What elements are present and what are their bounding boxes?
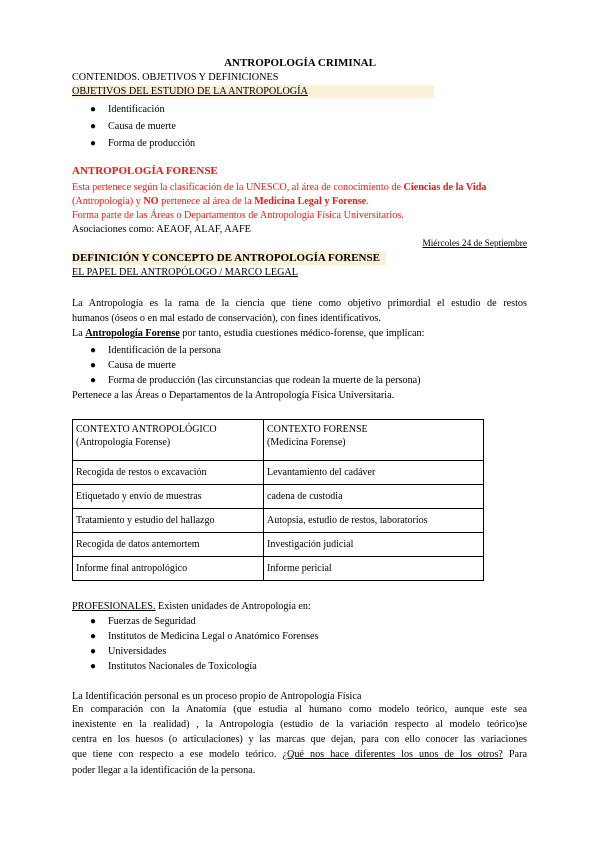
forense-text: . xyxy=(366,196,369,207)
paragraph-line: En comparación con la Anatomía (que estudia al humano como modelo teórico, aunque este sea xyxy=(72,704,527,715)
list-item: Identificación de la persona xyxy=(108,345,221,356)
table-cell: Informe final antropológico xyxy=(73,557,264,581)
list-item: Institutos de Medicina Legal o Anatómico Forenses xyxy=(108,631,319,642)
bullet-icon: ● xyxy=(90,616,97,627)
paragraph-line xyxy=(72,327,424,340)
list-item: Universidades xyxy=(108,646,167,657)
bullet-icon: ● xyxy=(90,345,97,356)
forense-emphasis: Medicina Legal y Forense xyxy=(254,196,367,207)
table-cell: Autopsia, estudio de restos, laboratorios xyxy=(264,509,484,533)
forense-text: pertenece al área de la xyxy=(158,196,255,207)
list-item: Causa de muerte xyxy=(108,121,176,132)
emphasis-term: Antropología Forense xyxy=(85,328,180,339)
forense-emphasis: Ciencias de la Vida xyxy=(403,182,487,193)
bullet-icon: ● xyxy=(90,375,97,386)
list-item: Causa de muerte xyxy=(108,360,176,371)
bullet-icon: ● xyxy=(90,661,97,672)
table-cell: Recogida de restos o excavación xyxy=(73,461,264,485)
table-cell: Recogida de datos antemortem xyxy=(73,533,264,557)
profesionales-text: Existen unidades de Antropología en: xyxy=(155,601,311,612)
forense-line-1 xyxy=(72,181,486,194)
table-row xyxy=(73,509,484,533)
table-header-row xyxy=(73,420,484,461)
table-cell: Informe pericial xyxy=(264,557,484,581)
table-cell: cadena de custodia xyxy=(264,485,484,509)
bullet-icon: ● xyxy=(90,631,97,642)
table-row xyxy=(73,461,484,485)
list-item: Institutos Nacionales de Toxicología xyxy=(108,661,257,672)
paragraph-line: humanos (óseos o en mal estado de conservación), con fines identificativos. xyxy=(72,313,381,324)
context-table xyxy=(72,419,484,581)
forense-line-2 xyxy=(72,195,369,208)
papel-heading: EL PAPEL DEL ANTROPÓLOGO / MARCO LEGAL xyxy=(72,267,299,278)
contenidos-heading: CONTENIDOS. OBJETIVOS Y DEFINICIONES xyxy=(72,72,279,83)
asociaciones-line: Asociaciones como: AEAOF, ALAF, AAFE xyxy=(72,224,251,235)
table-row xyxy=(73,485,484,509)
pertenece-line: Pertenece a las Áreas o Departamentos de la Antropología Física Universitaria. xyxy=(72,390,395,401)
table-cell: Investigación judicial xyxy=(264,533,484,557)
header-title: CONTEXTO ANTROPOLÓGICO xyxy=(76,424,217,435)
forense-emphasis: NO xyxy=(143,196,159,207)
paragraph-text: por tanto, estudia cuestiones médico-forense, que implican: xyxy=(179,328,425,339)
bullet-icon: ● xyxy=(90,360,97,371)
header-subtitle: (Medicina Forense) xyxy=(267,437,346,448)
paragraph-line: La Antropología es la rama de la ciencia que tiene como objetivo primordial el estudio de restos xyxy=(72,298,527,309)
bullet-icon: ● xyxy=(90,646,97,657)
definicion-heading: DEFINICIÓN Y CONCEPTO DE ANTROPOLOGÍA FORENSE xyxy=(72,251,386,265)
forense-line-3: Forma parte de las Áreas o Departamentos de Antropología Física Universitarios. xyxy=(72,210,404,221)
forense-text: (Antropología) y xyxy=(72,196,144,207)
forense-heading: ANTROPOLOGÍA FORENSE xyxy=(72,165,218,177)
paragraph-text: que tiene con respecto a ese modelo teórico. xyxy=(72,749,283,760)
header-subtitle: (Antropología Forense) xyxy=(76,437,171,448)
forense-text: Esta pertenece según la clasificación de la UNESCO, al área de conocimiento de xyxy=(72,182,404,193)
table-header-cell xyxy=(73,420,264,461)
list-item: Forma de producción (las circunstancias que rodean la muerte de la persona) xyxy=(108,375,421,386)
table-cell: Tratamiento y estudio del hallazgo xyxy=(73,509,264,533)
paragraph-text: Para xyxy=(502,749,527,760)
header-title: CONTEXTO FORENSE xyxy=(267,424,368,435)
bullet-icon: ● xyxy=(90,104,97,115)
list-item: Identificación xyxy=(108,104,165,115)
date-label: Miércoles 24 de Septiembre xyxy=(422,239,527,249)
paragraph-line: centra en los huesos (o articulaciones) y las marcas que dejan, para con ello conocer las variaciones xyxy=(72,734,527,745)
table-cell: Etiquetado y envío de muestras xyxy=(73,485,264,509)
profesionales-label: PROFESIONALES. xyxy=(72,601,156,612)
paragraph-line xyxy=(72,748,527,763)
profesionales-line xyxy=(72,600,311,613)
bullet-icon: ● xyxy=(90,121,97,132)
identificacion-line: La Identificación personal es un proceso propio de Antropología Física xyxy=(72,691,362,702)
list-item: Forma de producción xyxy=(108,138,196,149)
objetivos-heading: OBJETIVOS DEL ESTUDIO DE LA ANTROPOLOGÍA xyxy=(72,85,434,98)
bullet-icon: ● xyxy=(90,138,97,149)
document-title: ANTROPOLOGÍA CRIMINAL xyxy=(224,57,376,69)
paragraph-text: La xyxy=(72,328,86,339)
question-text: ¿Qué nos hace diferentes los unos de los otros? xyxy=(282,749,503,760)
table-row xyxy=(73,533,484,557)
list-item: Fuerzas de Seguridad xyxy=(108,616,196,627)
table-row xyxy=(73,557,484,581)
table-header-cell xyxy=(264,420,484,461)
paragraph-line: poder llegar a la identificación de la persona. xyxy=(72,765,256,776)
paragraph-line: inexistente en la realidad) , la Antropología (estudio de la variación respecto al modelo teórico)se xyxy=(72,719,527,730)
table-cell: Levantamiento del cadáver xyxy=(264,461,484,485)
